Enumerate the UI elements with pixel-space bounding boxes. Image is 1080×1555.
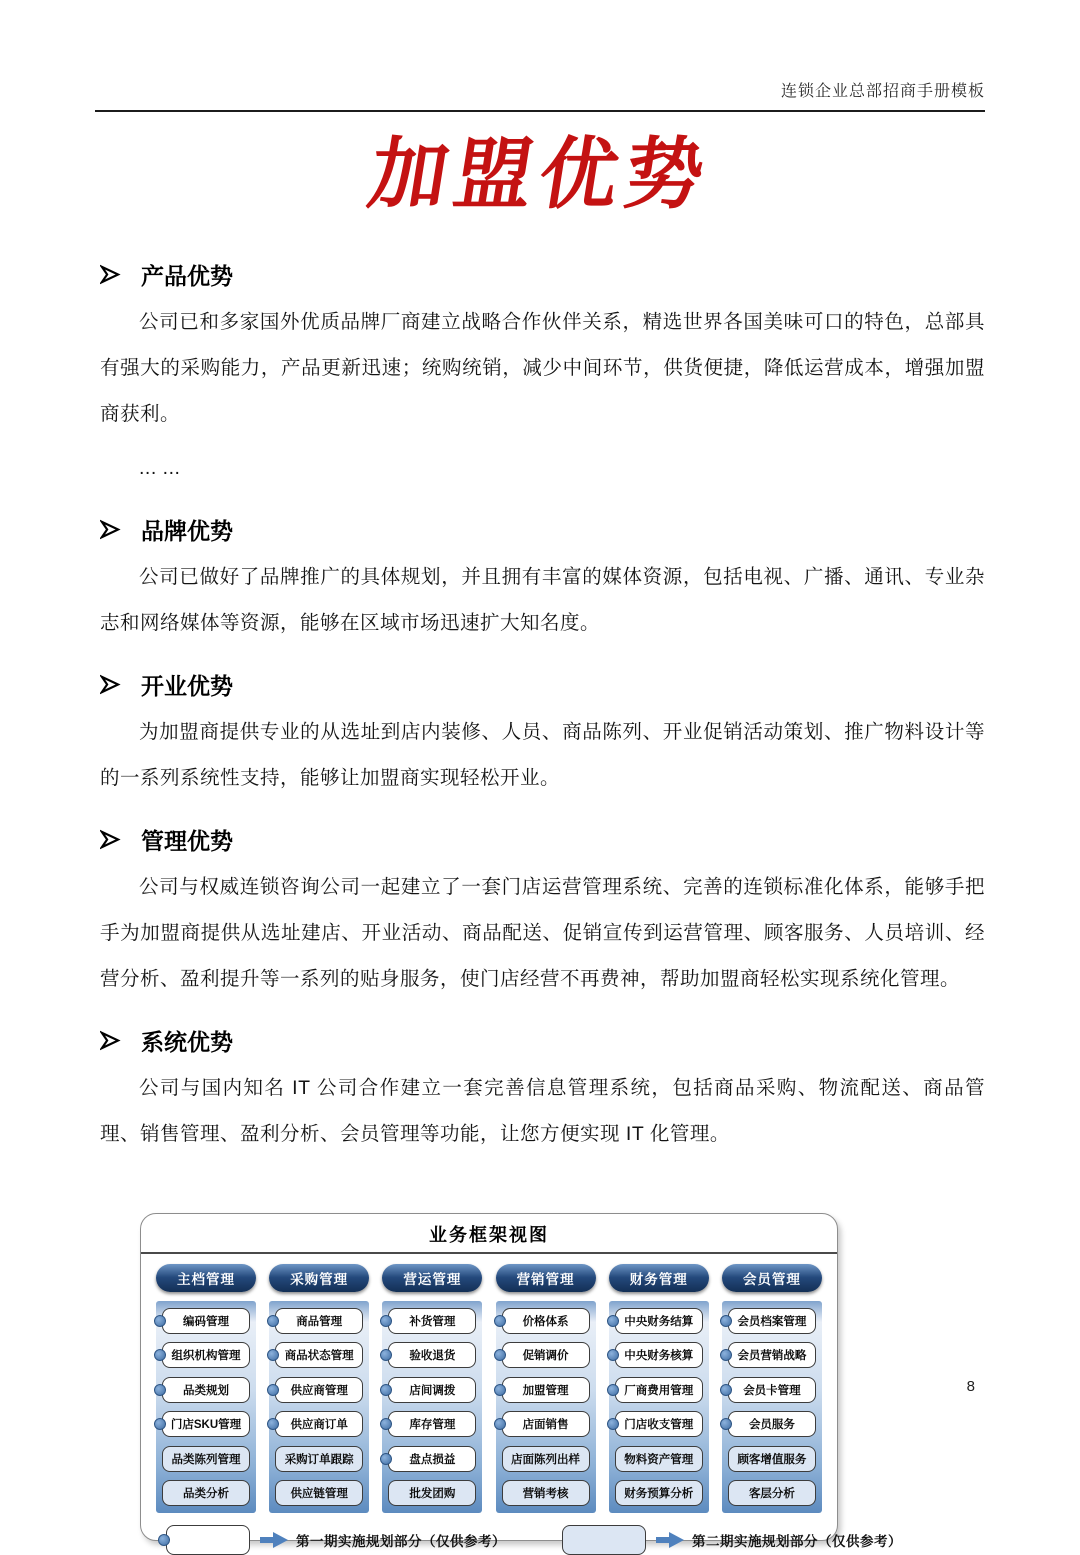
column-panel: [269, 1301, 369, 1513]
diagram-item-label: 中央财务核算: [624, 1350, 694, 1363]
phase1-dot-icon: [494, 1384, 506, 1396]
phase1-dot-icon: [607, 1384, 619, 1396]
phase1-dot-icon: [607, 1349, 619, 1361]
section: [100, 513, 985, 646]
column-header-pill: 主档管理: [156, 1264, 256, 1292]
diagram-item: [502, 1446, 590, 1472]
diagram-item: [275, 1342, 363, 1368]
arrow-bullet-icon: [100, 1030, 121, 1051]
phase1-dot-icon: [380, 1453, 392, 1465]
phase1-dot-icon: [494, 1315, 506, 1327]
diagram-title: 业务框架视图: [429, 1225, 549, 1245]
diagram-item: [162, 1480, 250, 1506]
phase1-dot-icon: [154, 1384, 166, 1396]
section-heading: [100, 513, 985, 546]
diagram-column: [269, 1264, 369, 1513]
diagram-item-label: 供应链管理: [290, 1487, 348, 1500]
diagram-item: [388, 1446, 476, 1472]
diagram-item-label: 商品状态管理: [284, 1350, 354, 1363]
diagram-item-label: 盘点损益: [409, 1453, 456, 1466]
phase1-dot-icon: [494, 1418, 506, 1430]
arrow-bullet-icon: [100, 674, 121, 695]
column-header-pill: 会员管理: [722, 1264, 822, 1292]
diagram-item: [728, 1446, 816, 1472]
phase1-dot-icon: [494, 1349, 506, 1361]
phase1-dot-icon: [154, 1315, 166, 1327]
phase1-dot-icon: [154, 1418, 166, 1430]
section: [100, 258, 985, 491]
diagram-item: [388, 1411, 476, 1437]
diagram-item-label: 财务预算分析: [624, 1487, 694, 1500]
diagram-column: [496, 1264, 596, 1513]
phase1-dot-icon: [380, 1418, 392, 1430]
phase1-dot-icon: [267, 1315, 279, 1327]
column-panel: [496, 1301, 596, 1513]
phase1-dot-icon: [154, 1349, 166, 1361]
phase1-dot-icon: [607, 1418, 619, 1430]
legend-label: 第一期实施规划部分（仅供参考）: [296, 1534, 506, 1549]
diagram-item-label: 采购订单跟踪: [284, 1453, 354, 1466]
column-header-pill: 财务管理: [609, 1264, 709, 1292]
section-heading: [100, 823, 985, 856]
diagram-item-label: 营销考核: [522, 1487, 569, 1500]
section-heading-label: 管理优势: [141, 828, 233, 854]
diagram-item-label: 供应商管理: [290, 1384, 348, 1397]
section-paragraph: ... ...: [139, 457, 181, 479]
diagram-item-label: 中央财务结算: [624, 1316, 694, 1328]
section: [100, 823, 985, 1002]
section-heading-label: 产品优势: [141, 263, 233, 289]
phase1-dot-icon: [380, 1349, 392, 1361]
column-panel: [156, 1301, 256, 1513]
diagram-item: [728, 1411, 816, 1437]
page-title-wrap: [0, 126, 1080, 236]
right-arrow-icon: [260, 1532, 288, 1548]
header-title: 连锁企业总部招商手册模板: [780, 83, 985, 100]
column-header-pill: 采购管理: [269, 1264, 369, 1292]
diagram-item-label: 顾客增值服务: [737, 1453, 807, 1466]
document-header: [0, 0, 1080, 112]
diagram-item: [162, 1342, 250, 1368]
diagram-item: [728, 1480, 816, 1506]
column-panel: [609, 1301, 709, 1513]
diagram-item: [615, 1446, 703, 1472]
phase1-dot-icon: [720, 1349, 732, 1361]
diagram-item-label: 店面销售: [522, 1419, 569, 1432]
diagram-item-label: 物料资产管理: [624, 1453, 694, 1466]
phase1-dot-icon: [720, 1418, 732, 1430]
diagram-item: [162, 1308, 250, 1334]
diagram-item: [502, 1308, 590, 1334]
section-paragraph: 公司已做好了品牌推广的具体规划，并且拥有丰富的媒体资源，包括电视、广播、通讯、专业杂志和网络媒体等资源，能够在区域市场迅速扩大知名度。: [100, 566, 985, 634]
column-header-pill: 营运管理: [382, 1264, 482, 1292]
diagram-item: [502, 1480, 590, 1506]
legend-box: [166, 1525, 250, 1555]
diagram-item-label: 加盟管理: [522, 1384, 569, 1397]
arrow-bullet-icon: [100, 829, 121, 850]
diagram-item: [388, 1377, 476, 1403]
column-panel: [722, 1301, 822, 1513]
diagram-item: [502, 1377, 590, 1403]
phase1-dot-icon: [267, 1384, 279, 1396]
diagram-item-label: 会员服务: [748, 1419, 795, 1432]
diagram-item: [615, 1377, 703, 1403]
diagram-item: [502, 1342, 590, 1368]
diagram-item-label: 门店SKU管理: [170, 1419, 242, 1432]
phase1-dot-icon: [158, 1534, 170, 1546]
phase1-dot-icon: [607, 1315, 619, 1327]
diagram-item-label: 价格体系: [522, 1316, 569, 1328]
diagram-item: [275, 1377, 363, 1403]
diagram-item: [162, 1377, 250, 1403]
diagram-item-label: 补货管理: [409, 1316, 456, 1328]
section-heading-label: 品牌优势: [141, 518, 233, 544]
diagram-item-label: 会员卡管理: [743, 1384, 801, 1397]
diagram-item-label: 门店收支管理: [624, 1419, 694, 1432]
section-paragraph: 为加盟商提供专业的从选址到店内装修、人员、商品陈列、开业促销活动策划、推广物料设计等的一系列系统性支持，能够让加盟商实现轻松开业。: [100, 721, 985, 789]
diagram-item: [615, 1342, 703, 1368]
diagram-column: [156, 1264, 256, 1513]
diagram-item-label: 编码管理: [183, 1316, 229, 1328]
phase1-dot-icon: [720, 1384, 732, 1396]
header-rule: [95, 110, 985, 112]
diagram-column: [609, 1264, 709, 1513]
diagram-item-label: 验收退货: [409, 1350, 456, 1363]
diagram-item-label: 商品管理: [296, 1316, 343, 1328]
diagram-item-label: 品类规划: [183, 1384, 229, 1397]
diagram-item: [502, 1411, 590, 1437]
diagram-item: [275, 1446, 363, 1472]
section-paragraph: 公司已和多家国外优质品牌厂商建立战略合作伙伴关系，精选世界各国美味可口的特色，总部具有强大的采购能力，产品更新迅速；统购统销，减少中间环节，供货便捷，降低运营成本，增强加盟商获利。: [100, 311, 985, 425]
diagram-columns: [141, 1254, 837, 1513]
diagram-item: [615, 1411, 703, 1437]
business-framework-diagram: [140, 1213, 902, 1549]
diagram-item: [162, 1446, 250, 1472]
diagram-item-label: 店间调拨: [409, 1384, 456, 1397]
diagram-item: [162, 1411, 250, 1437]
diagram-item-label: 厂商费用管理: [624, 1384, 694, 1397]
section-heading: [100, 668, 985, 701]
phase1-dot-icon: [720, 1315, 732, 1327]
diagram-column: [382, 1264, 482, 1513]
section-paragraph: 公司与国内知名 IT 公司合作建立一套完善信息管理系统，包括商品采购、物流配送、商品管理、销售管理、盈利分析、会员管理等功能，让您方便实现 IT 化管理。: [100, 1077, 985, 1145]
diagram-item-label: 批发团购: [409, 1487, 456, 1500]
page-number: 8: [966, 1378, 975, 1395]
diagram-item-label: 店面陈列出样: [511, 1453, 581, 1466]
phase1-dot-icon: [380, 1384, 392, 1396]
legend-label: 第二期实施规划部分（仅供参考）: [692, 1534, 902, 1549]
section: [100, 1024, 985, 1157]
diagram-item: [388, 1480, 476, 1506]
sections-container: [100, 258, 985, 1157]
section-paragraph: 公司与权威连锁咨询公司一起建立了一套门店运营管理系统、完善的连锁标准化体系，能够手把手为加盟商提供从选址建店、开业活动、商品配送、促销宣传到运营管理、顾客服务、人员培训、经营分析、盈利提升等一系列的贴身服务，使门店经营不再费神，帮助加盟商轻松实现系统化管理。: [100, 876, 985, 990]
column-header-pill: 营销管理: [496, 1264, 596, 1292]
diagram-legend: [141, 1513, 902, 1555]
diagram-item-label: 品类陈列管理: [171, 1453, 241, 1466]
section: [100, 668, 985, 801]
diagram-item-label: 库存管理: [409, 1419, 456, 1432]
diagram-item-label: 品类分析: [183, 1487, 229, 1500]
diagram-item: [275, 1308, 363, 1334]
diagram-item: [615, 1308, 703, 1334]
legend-entry: [166, 1525, 506, 1555]
diagram-item-label: 组织机构管理: [171, 1350, 241, 1363]
diagram-item: [388, 1308, 476, 1334]
section-heading-label: 系统优势: [141, 1029, 233, 1055]
diagram-item: [615, 1480, 703, 1506]
arrow-bullet-icon: [100, 264, 121, 285]
phase1-dot-icon: [267, 1418, 279, 1430]
phase1-dot-icon: [380, 1315, 392, 1327]
diagram-item-label: 会员营销战略: [737, 1350, 807, 1363]
diagram-item: [275, 1480, 363, 1506]
diagram-item: [388, 1342, 476, 1368]
diagram-item: [728, 1308, 816, 1334]
diagram-item-label: 促销调价: [522, 1350, 569, 1363]
diagram-item: [728, 1377, 816, 1403]
diagram-item-label: 供应商订单: [290, 1419, 348, 1432]
diagram-item: [728, 1342, 816, 1368]
legend-entry: [562, 1525, 902, 1555]
diagram-item-label: 会员档案管理: [737, 1316, 807, 1328]
arrow-bullet-icon: [100, 519, 121, 540]
right-arrow-icon: [656, 1532, 684, 1548]
section-heading-label: 开业优势: [141, 673, 233, 699]
column-panel: [382, 1301, 482, 1513]
diagram-column: [722, 1264, 822, 1513]
page-title: 加盟优势: [363, 130, 718, 218]
diagram-item-label: 客层分析: [748, 1487, 795, 1500]
section-heading: [100, 258, 985, 291]
legend-box: [562, 1525, 646, 1555]
diagram-item: [275, 1411, 363, 1437]
phase1-dot-icon: [267, 1349, 279, 1361]
section-heading: [100, 1024, 985, 1057]
